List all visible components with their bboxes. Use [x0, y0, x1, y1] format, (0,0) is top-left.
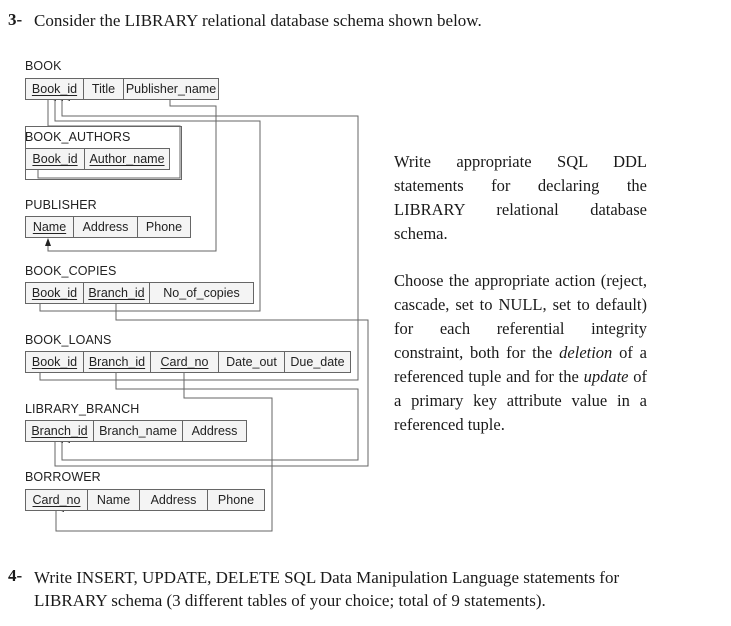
table-name-book-copies: BOOK_COPIES: [25, 264, 117, 278]
book-authors-col-author-name: Author_name: [89, 152, 165, 166]
table-name-borrower: BORROWER: [25, 470, 101, 484]
publisher-col-name: Name: [26, 217, 74, 237]
book-copies-col-no-of-copies: No_of_copies: [163, 286, 240, 300]
book-loans-col-date-out: Date_out: [219, 352, 285, 372]
library-branch-col-address: Address: [191, 424, 238, 438]
update-emphasis: update: [583, 367, 629, 386]
book-loans-col-book-id: Book_id: [26, 352, 84, 372]
borrower-col-phone: Phone: [217, 493, 255, 507]
table-name-book-loans: BOOK_LOANS: [25, 333, 112, 347]
book-authors-col-book-id: Book_id: [26, 149, 85, 169]
book-copies-col-branch-id: Branch_id: [84, 283, 150, 303]
table-book: [25, 78, 219, 100]
action-instruction: [394, 269, 647, 437]
table-library-branch: [25, 420, 247, 442]
question-3-number: 3-: [8, 10, 23, 29]
publisher-col-phone: Phone: [145, 220, 183, 234]
action-instruction-text: Choose the appropriate action (reject, cascade, set to NULL, set to default) for each referential integrity constraint, both for the deletion of a referenced tuple and for the update of a primary key attribute value in a referenced tuple.: [394, 271, 648, 434]
book-loans-col-branch-id: Branch_id: [84, 352, 151, 372]
book-col-publisher-name: Publisher_name: [125, 82, 217, 96]
borrower-col-card-no: Card_no: [26, 490, 88, 510]
publisher-col-address: Address: [74, 217, 138, 237]
table-name-book: BOOK: [25, 59, 62, 73]
book-col-title: Title: [84, 79, 124, 99]
table-name-publisher: PUBLISHER: [25, 198, 97, 212]
table-name-library-branch: LIBRARY_BRANCH: [25, 402, 140, 416]
library-branch-col-branch-id: Branch_id: [26, 421, 94, 441]
question-4-line2: LIBRARY schema (3 different tables of your choice; total of 9 statements).: [34, 591, 546, 610]
ddl-instruction-text: Write appropriate SQL DDL statements for declaring the LIBRARY relational database schema.: [394, 152, 647, 243]
book-loans-col-card-no: Card_no: [151, 352, 219, 372]
table-book-loans: [25, 351, 351, 373]
borrower-col-name: Name: [88, 490, 140, 510]
table-book-authors: [25, 148, 170, 170]
table-publisher: [25, 216, 191, 238]
table-name-book-authors: BOOK_AUTHORS: [25, 130, 131, 144]
library-branch-col-branch-name: Branch_name: [94, 421, 183, 441]
question-4-number: 4-: [8, 566, 23, 585]
book-col-book-id: Book_id: [26, 79, 84, 99]
book-loans-col-due-date: Due_date: [290, 355, 345, 369]
borrower-col-address: Address: [140, 490, 208, 510]
book-copies-col-book-id: Book_id: [26, 283, 84, 303]
table-borrower: [25, 489, 265, 511]
publisher-arrowhead: [45, 238, 51, 246]
question-3-text: Consider the LIBRARY relational database schema shown below.: [34, 11, 482, 30]
table-book-copies: [25, 282, 254, 304]
question-4-line1: Write INSERT, UPDATE, DELETE SQL Data Manipulation Language statements for: [34, 568, 620, 587]
ddl-instruction: [394, 150, 647, 246]
deletion-emphasis: deletion: [559, 343, 613, 362]
